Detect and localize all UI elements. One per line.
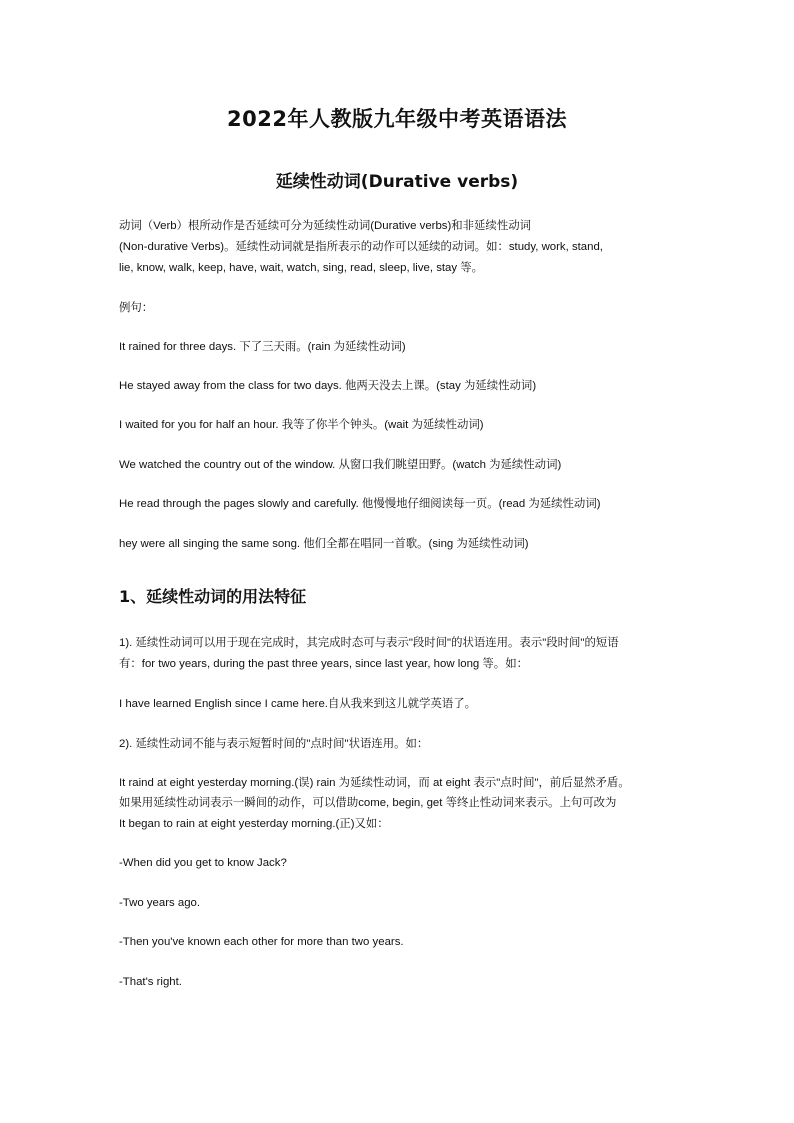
example-sentence: I waited for you for half an hour. 我等了你半个钟头。(wait 为延续性动词) [119,419,484,431]
rule-paragraph-line: 有：for two years, during the past three years, since last year, how long 等。如： [119,658,528,670]
dialog-line: -That's right. [119,976,182,988]
example-sentence: hey were all singing the same song. 他们全都在唱同一首歌。(sing 为延续性动词) [119,538,529,550]
rule-paragraph-line: 1). 延续性动词可以用于现在完成时，其完成时态可与表示"段时间"的状语连用。表示"段时间"的短语 [119,637,619,649]
examples-label: 例句： [119,302,154,314]
example-sentence: He stayed away from the class for two days. 他两天没去上课。(stay 为延续性动词) [119,380,537,392]
example-sentence: We watched the country out of the window. 从窗口我们眺望田野。(watch 为延续性动词) [119,459,562,471]
intro-line: lie, know, walk, keep, have, wait, watch, sing, read, sleep, live, stay 等。 [119,262,484,274]
page-subtitle: 延续性动词(Durative verbs) [275,172,519,192]
dialog-line: -Two years ago. [119,897,201,909]
example-sentence: It rained for three days. 下了三天雨。(rain 为延续性动词) [119,341,406,353]
section-heading: 1、延续性动词的用法特征 [119,587,307,606]
rule-paragraph-line: It raind at eight yesterday morning.(误) rain 为延续性动词，而 at eight 表示"点时间"，前后显然矛盾。 [119,777,630,789]
example-sentence: I have learned English since I came here.自从我来到这儿就学英语了。 [119,698,477,710]
rule-paragraph-line: 如果用延续性动词表示一瞬间的动作，可以借助come, begin, get 等终止性动词来表示。上句可改为 [119,797,617,809]
example-sentence: He read through the pages slowly and carefully. 他慢慢地仔细阅读每一页。(read 为延续性动词) [119,498,601,510]
dialog-line: -Then you've known each other for more than two years. [119,936,404,948]
page-title: 2022年人教版九年级中考英语语法 [227,107,567,131]
intro-line: (Non-durative Verbs)。延续性动词就是指所表示的动作可以延续的动词。如：study, work, stand, [119,241,603,253]
rule-paragraph-line: It began to rain at eight yesterday morning.(正)又如： [119,818,389,830]
rule-paragraph-line: 2). 延续性动词不能与表示短暂时间的"点时间"状语连用。如： [119,738,429,750]
intro-line: 动词（Verb）根所动作是否延续可分为延续性动词(Durative verbs)和非延续性动词 [119,220,531,232]
dialog-line: -When did you get to know Jack? [119,857,287,869]
